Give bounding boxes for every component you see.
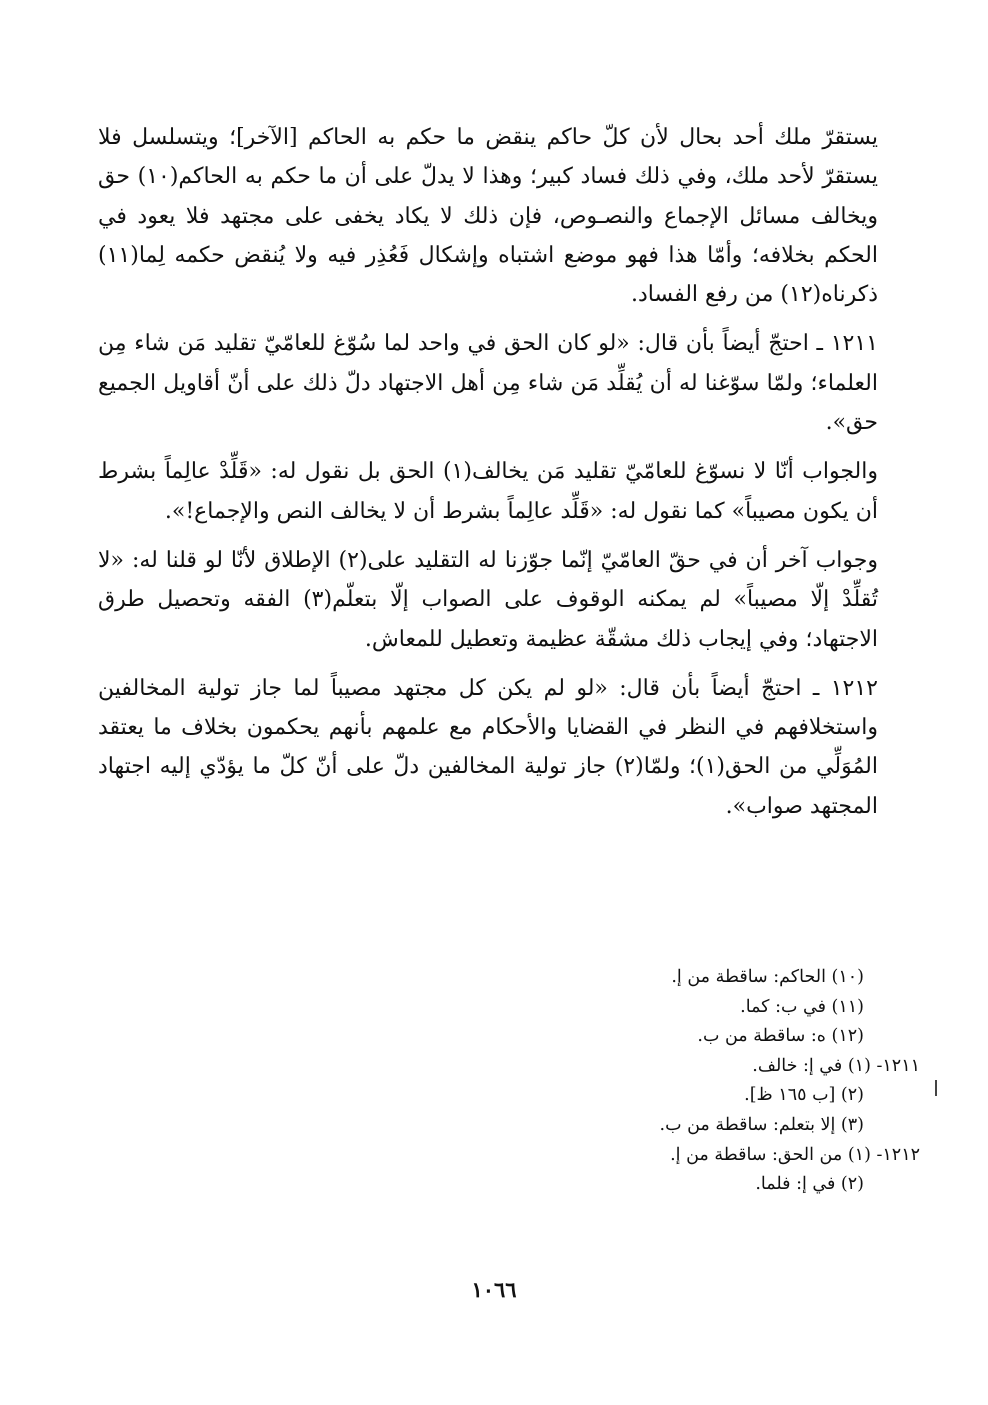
paragraph: ١٢١٢ ـ احتجّ أيضاً بأن قال: «لو لم يكن كل مجتهد مصيباً لما جاز تولية المخالفين واستخلافهم في النظر في القضايا والأحكام مع علمهم بأنهم يحكمون بخلاف ما يعتقد المُوَلِّي من الحق(١)؛ ولمّا(٢) جاز تولية المخالفين دلّ على أنّ كلّ ما يؤدّي إليه اجتهاد المجتهد صواب». xyxy=(98,675,878,819)
footnote-text: (١١) في ب: كما. xyxy=(740,996,864,1017)
footnote-text: (٢) في إ: فلما. xyxy=(755,1174,864,1195)
footnote-text: (١) في إ: خالف. xyxy=(752,1055,871,1076)
footnote xyxy=(560,1141,920,1171)
paragraph: ١٢١١ ـ احتجّ أيضاً بأن قال: «لو كان الحق في واحد لما سُوّغ للعامّيّ تقليد مَن شاء مِن العلماء؛ ولمّا سوّغنا له أن يُقلِّد مَن شاء مِن أهل الاجتهاد دلّ ذلك على أنّ أقاويل الجميع حق». xyxy=(98,331,878,436)
paragraph: يستقرّ ملك أحد بحال لأن كلّ حاكم ينقض ما حكم به الحاكم [الآخر]؛ ويتسلسل فلا يستقرّ لأحد ملك، وفي ذلك فساد كبير؛ وهذا لا يدلّ على أن ما حكم به الحاكم(١٠) حق ويخالف مسائل الإجماع والنصـوص، فإن ذلك لا يكاد يخفى على مجتهد فلا يعود في الحكم بخلافه؛ وأمّا هذا فهو موضع اشتباه وإشكال فَعُذِر فيه ولا يُنقض حكمه لِما(١١) ذكرناه(١٢) من رفع الفساد. xyxy=(98,125,878,308)
page-number: ١٠٦٦ xyxy=(471,1277,517,1302)
footnote-group-number: ١٢١١- xyxy=(876,1055,920,1076)
footnote xyxy=(560,963,920,993)
paragraph: والجواب أنّا لا نسوّغ للعامّيّ تقليد مَن يخالف(١) الحق بل نقول له: «قَلِّدْ عالِماً بشرط أن يكون مصيباً» كما نقول له: «قَلِّد عالِماً بشرط أن لا يخالف النص والإجماع!». xyxy=(98,459,878,524)
footnote xyxy=(560,1170,920,1200)
footnote xyxy=(560,993,920,1023)
footnote xyxy=(560,1052,920,1082)
paragraph: وجواب آخر أن في حقّ العامّيّ إنّما جوّزنا له التقليد على(٢) الإطلاق لأنّا لو قلنا له: «لا تُقلِّدْ إلّا مصيباً» لم يمكنه الوقوف على الصواب إلّا بتعلّم(٣) الفقه وتحصيل طرق الاجتهاد؛ وفي إيجاب ذلك مشقّة عظيمة وتعطيل للمعاش. xyxy=(98,547,878,652)
footnote-text: (١) من الحق: ساقطة من إ. xyxy=(670,1144,871,1165)
footnote-text: (١٠) الحاكم: ساقطة من إ. xyxy=(671,967,864,987)
footnote-text: (١٢) ه: ساقطة من ب. xyxy=(697,1026,864,1047)
footnote-text: (٣) إلا بتعلم: ساقطة من ب. xyxy=(659,1114,864,1135)
main-text xyxy=(98,118,878,836)
footnote xyxy=(560,1111,920,1141)
footnote xyxy=(560,1081,920,1111)
margin-mark xyxy=(935,1080,937,1096)
footnote-text: (٢) [ب ١٦٥ ظ]. xyxy=(744,1085,864,1106)
footnote-group-number: ١٢١٢- xyxy=(876,1144,920,1165)
footnotes xyxy=(560,963,920,1200)
footnote xyxy=(560,1022,920,1052)
